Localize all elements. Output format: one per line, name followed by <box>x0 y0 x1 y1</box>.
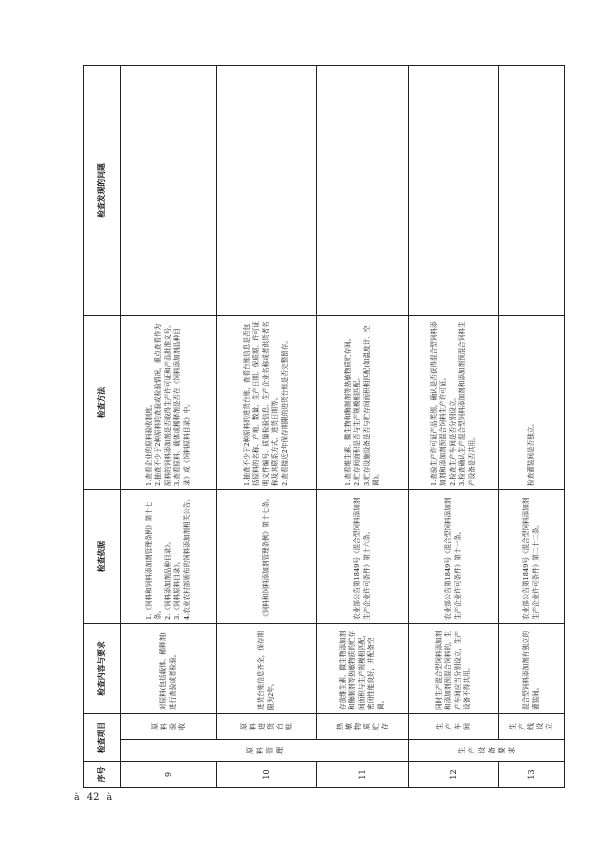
row-item-label: 生产车间 <box>435 723 471 730</box>
header-seq: 序号 <box>84 762 121 788</box>
method-line: 3.贮存设施设备是否与贮存间面积相匹配(如温度计、空调)。 <box>362 325 380 486</box>
row-issue[interactable] <box>499 66 565 316</box>
method-line: 2.查看接近2年保存期限的进货台账是否完整留存。 <box>280 337 289 486</box>
row-basis <box>499 490 565 624</box>
method-line: 2.检查生产车间是否分别设立。 <box>448 393 457 486</box>
row-item-label: 原料进货台账 <box>239 723 293 730</box>
basis-line: 《饲料和饲料添加剂管理条例》第十七条。 <box>261 494 270 620</box>
basis-line: 农业部公告第1849号《混合型饲料添加剂生产企业许可条件》第二十二条。 <box>522 497 540 620</box>
rotated-table-frame <box>83 66 559 788</box>
method-line: 1.查看维生素、微生物和酶制剂等热敏物质贮存间。 <box>343 334 352 486</box>
basis-line: 3.《饲料原料目录》。 <box>173 557 182 620</box>
row-item <box>121 714 217 740</box>
header-method: 检查方法 <box>84 316 121 490</box>
row-item <box>499 714 565 740</box>
method-line: 1.查验生产许可证产品类别，确认是否获得混合型饲料添加剂和添加剂预混合饲料生产许可证。 <box>429 321 448 486</box>
row-seq: 13 <box>499 762 565 788</box>
row-item-label: 生产线设立 <box>509 723 553 730</box>
row-req: 存放维生素、微生物添加剂和酶制剂等热敏物质的贮存间面积与生产规模相匹配，密闭性能良好，并配备空调。 <box>317 624 409 714</box>
row-basis <box>217 490 317 624</box>
row-method <box>499 316 565 490</box>
method-line: 检查灌装间是否独立。 <box>526 420 535 486</box>
header-issue: 检查发现的问题 <box>84 66 121 316</box>
table-row <box>217 66 317 788</box>
page-number: 42 <box>86 792 100 803</box>
table-row <box>499 66 565 788</box>
basis-line: 4.农业农村部颁布的饲料添加剂相关公告。 <box>182 495 191 620</box>
category-label: 原料管理 <box>245 747 284 754</box>
header-item: 检查项目 <box>84 714 121 762</box>
method-line: 1.抽查不少于2种原料的进货台账，查看台账信息是否包括原料的名称、产地、数量、生产日期、保质期、许可证明文件编号、质量检验信息、生产企业名称或者供货者名称及其联系方式、进货日期等。 <box>242 321 280 486</box>
footer-left-glyph: à <box>74 792 80 803</box>
row-method <box>121 316 217 490</box>
footer-right-glyph: à <box>106 792 113 803</box>
row-issue[interactable] <box>217 66 317 316</box>
method-line: 1.查看企业的原料验收制度。 <box>144 400 153 486</box>
row-req: 进货台账信息齐全，保存期限为2年。 <box>217 624 317 714</box>
row-method <box>317 316 409 490</box>
row-seq: 11 <box>317 762 409 788</box>
basis-line: 农业部公告第1849号《混合型饲料添加剂生产企业许可条件》第十一条。 <box>444 497 462 620</box>
basis-line: 农业部公告第1849号《混合型饲料添加剂生产企业许可条件》第十六条。 <box>353 497 371 620</box>
row-issue[interactable] <box>121 66 217 316</box>
row-req: 对原料(包括载体、稀释剂)进行查验或者检验。 <box>121 624 217 714</box>
header-basis: 检查依据 <box>84 490 121 624</box>
row-basis <box>317 490 409 624</box>
table-row <box>121 66 217 788</box>
page-footer <box>74 792 112 803</box>
row-basis <box>409 490 499 624</box>
row-method <box>217 316 317 490</box>
row-issue[interactable] <box>409 66 499 316</box>
row-method <box>409 316 499 490</box>
row-item <box>217 714 317 740</box>
row-seq: 9 <box>121 762 217 788</box>
method-line: 2.抽查不少于2种原料的查验或检验情况，重点查看作为原料的饲料添加剂是否取得生产许可证和产品批准文号。 <box>154 321 172 486</box>
table-row <box>409 66 499 788</box>
row-item <box>317 714 409 740</box>
row-issue[interactable] <box>317 66 409 316</box>
inspection-table <box>83 65 565 788</box>
category-cell <box>409 740 565 762</box>
header-req: 检查内容与要求 <box>84 624 121 714</box>
row-seq: 10 <box>217 762 317 788</box>
basis-line: 2.《饲料添加剂品种目录》。 <box>163 537 172 620</box>
table-header-row <box>84 66 121 788</box>
method-line: 3.查看原料、载体或稀释剂是否在《饲料添加剂品种目录》或《饲料原料目录》中。 <box>173 328 191 486</box>
category-cell <box>121 740 409 762</box>
table-row <box>317 66 409 788</box>
row-item <box>409 714 499 740</box>
row-req: 同时生产混合型饲料添加剂和添加剂预混合饲料的，生产车间应当分别设立，生产设备不得共用。 <box>409 624 499 714</box>
row-seq: 12 <box>409 762 499 788</box>
row-item-label: 热敏物质贮存 <box>335 723 389 730</box>
row-req: 混合型饲料添加剂有独立的灌装间。 <box>499 624 565 714</box>
row-item-label: 原料验收 <box>150 723 186 730</box>
method-line: 3.检查确认生产混合型饲料添加剂和添加剂预混合饲料生产设备是否共用。 <box>458 321 476 486</box>
row-basis <box>121 490 217 624</box>
method-line: 2.贮存间面积是否与生产规模相匹配。 <box>353 374 361 486</box>
category-label: 生产设备要求 <box>457 747 516 754</box>
basis-line: 1.《饲料和饲料添加剂管理条例》第十七条。 <box>144 501 163 620</box>
